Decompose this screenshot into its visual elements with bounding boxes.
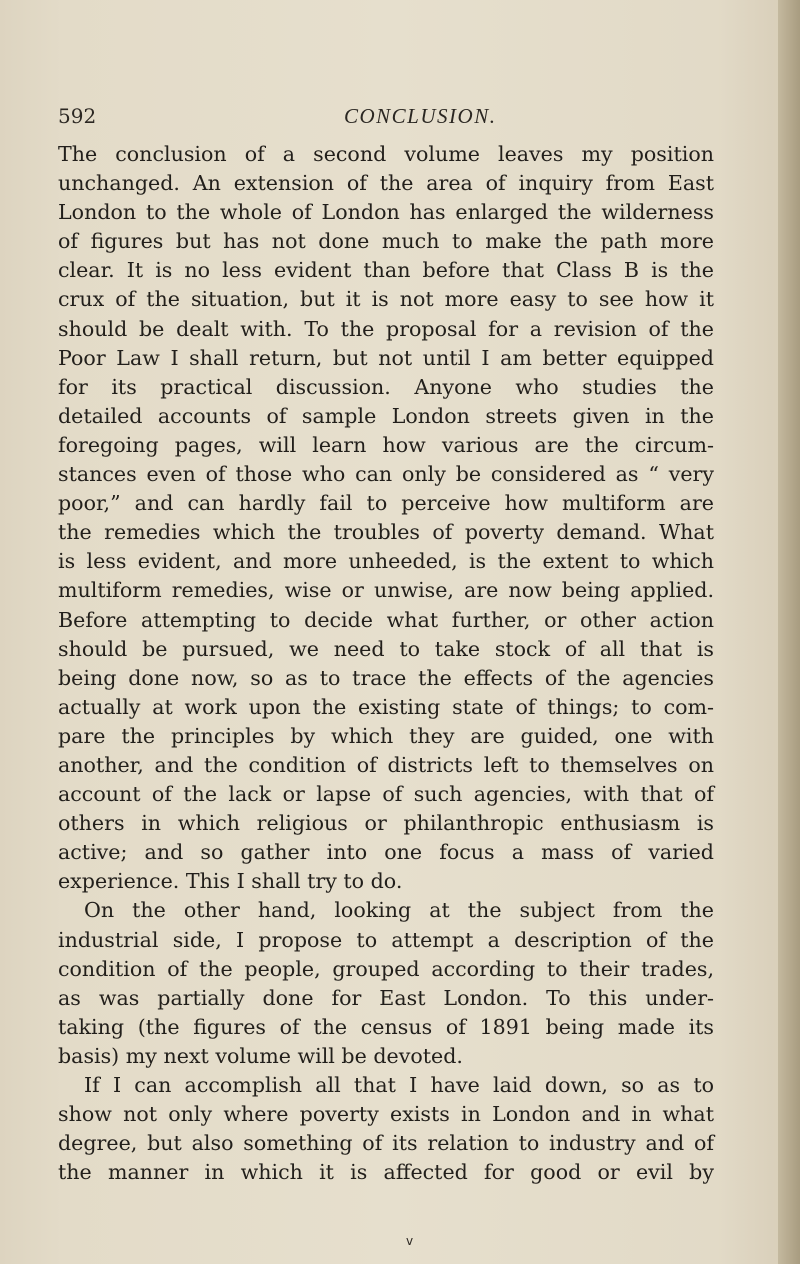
text-line: experience. This I shall try to do. bbox=[58, 869, 403, 894]
text-line: show not only where poverty exists in London and in what bbox=[58, 1102, 714, 1127]
text-line: active; and so gather into one focus a mass of varied bbox=[58, 840, 714, 865]
text-line: condition of the people, grouped according to their trades, bbox=[58, 956, 714, 981]
text-line: On the other hand, looking at the subject from the bbox=[84, 898, 714, 923]
text-line: others in which religious or philanthropic enthusiasm is bbox=[58, 811, 714, 836]
text-line: as was partially done for East London. To this under- bbox=[58, 985, 714, 1010]
text-line: industrial side, I propose to attempt a description of the bbox=[58, 927, 714, 952]
text-line: stances even of those who can only be considered as “ very bbox=[58, 462, 714, 487]
text-line: should be dealt with. To the proposal for a revision of the bbox=[58, 316, 714, 341]
text-line: Poor Law I shall return, but not until I am better equipped bbox=[58, 345, 714, 370]
text-line: If I can accomplish all that I have laid down, so as to bbox=[84, 1073, 714, 1097]
paragraph bbox=[58, 1071, 714, 1187]
text-line: another, and the condition of districts left to themselves on bbox=[58, 752, 714, 777]
running-head bbox=[0, 96, 780, 132]
text-line: crux of the situation, but it is not more easy to see how it bbox=[58, 287, 714, 312]
text-line: of figures but has not done much to make the path more bbox=[58, 229, 714, 254]
text-line: The conclusion of a second volume leaves my position bbox=[58, 142, 714, 166]
text-line: account of the lack or lapse of such agencies, with that of bbox=[58, 782, 714, 807]
text-line: pare the principles by which they are guided, one with bbox=[58, 723, 714, 748]
text-line: the manner in which it is affected for good or evil by bbox=[58, 1160, 714, 1185]
text-line: multiform remedies, wise or unwise, are now being applied. bbox=[58, 578, 714, 603]
book-spine-edge bbox=[778, 0, 800, 1264]
text-line: for its practical discussion. Anyone who studies the bbox=[58, 374, 714, 399]
text-line: the remedies which the troubles of poverty demand. What bbox=[58, 520, 714, 545]
text-line: is less evident, and more unheeded, is the extent to which bbox=[58, 549, 714, 574]
text-line: foregoing pages, will learn how various are the circum- bbox=[58, 432, 714, 457]
page-number: 592 bbox=[58, 104, 97, 128]
text-line: taking (the figures of the census of 1891 being made its bbox=[58, 1014, 714, 1039]
text-line: detailed accounts of sample London streets given in the bbox=[58, 403, 714, 428]
text-line: actually at work upon the existing state of things; to com- bbox=[58, 694, 714, 719]
text-line: London to the whole of London has enlarged the wilderness bbox=[58, 200, 714, 225]
text-line: should be pursued, we need to take stock of all that is bbox=[58, 636, 714, 661]
paragraph bbox=[58, 896, 714, 1071]
text-line: poor,” and can hardly fail to perceive how multiform are bbox=[58, 491, 714, 516]
text-line: basis) my next volume will be devoted. bbox=[58, 1043, 463, 1068]
running-title: CONCLUSION. bbox=[344, 104, 497, 128]
text-line: Before attempting to decide what further, or other action bbox=[58, 607, 714, 632]
text-line: being done now, so as to trace the effects of the agencies bbox=[58, 665, 714, 690]
text-line: clear. It is no less evident than before that Class B is the bbox=[58, 258, 714, 283]
body-text bbox=[58, 140, 714, 1187]
signature-mark: v bbox=[406, 1234, 414, 1248]
paragraph bbox=[58, 140, 714, 896]
text-line: unchanged. An extension of the area of inquiry from East bbox=[58, 171, 714, 196]
text-line: degree, but also something of its relation to industry and of bbox=[58, 1131, 714, 1156]
